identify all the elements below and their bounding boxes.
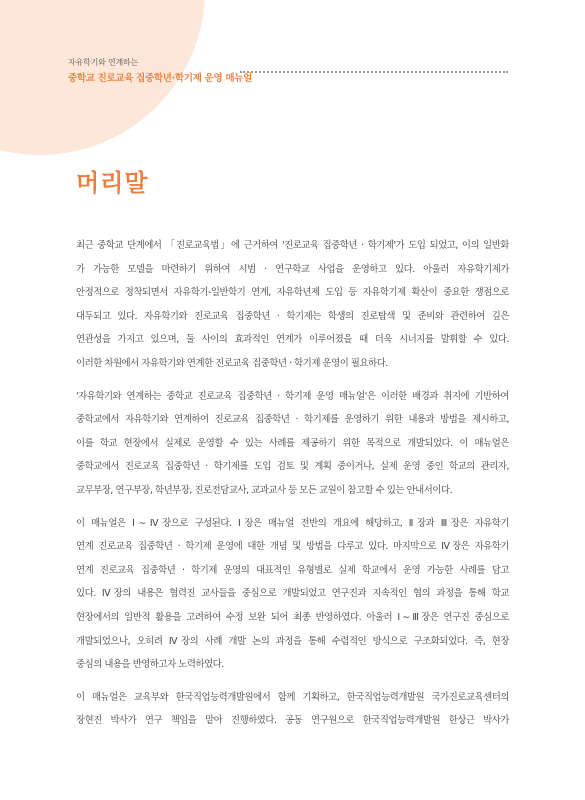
- text-line: 이를 학교 현장에서 실제로 운영할 수 있는 사례를 제공하기 위한 목적으로 개발되었다. 이 매뉴얼은: [76, 437, 509, 449]
- header-dotted-rule: [240, 71, 508, 73]
- header-title: 중학교 진로교육 집중학년·학기제 운영 매뉴얼: [68, 73, 253, 84]
- text-line: 이러한 차원에서 자유학기와 연계한 진로교육 집중학년 · 학기제 운영이 필요하다.: [76, 357, 388, 369]
- text-line: 중학교에서 진로교육 집중학년 · 학기제를 도입 검토 및 계획 중이거나, 실제 운영 중인 학교의 관리자,: [76, 461, 509, 473]
- text-line: 현장에서의 일반적 활용을 고려하여 수정 보완 되어 최종 반영하였다. 아울러 Ⅰ∼Ⅲ장은 연구진 중심으로: [76, 611, 509, 623]
- text-line: 있다. Ⅳ장의 내용은 협력진 교사들을 중심으로 개발되었고 연구진과 지속적인 협의 과정을 통해 학교: [76, 588, 509, 600]
- header-subtitle: 자유학기와 연계하는: [68, 58, 139, 67]
- page-title: 머리말: [76, 169, 149, 197]
- text-line: 장현진 박사가 연구 책임을 맡아 진행하였다. 공동 연구원으로 한국직업능력개발원 한상근 박사가: [76, 715, 509, 727]
- text-line: 이 매뉴얼은 교육부와 한국직업능력개발원에서 함께 기획하고, 한국직업능력개발원 국가진로교육센터의: [76, 691, 509, 703]
- paragraph-2: [76, 385, 509, 503]
- text-line: 연계 진로교육 집중학년 · 학기제 운영에 대한 개념 및 방법을 다루고 있다. 마지막으로 Ⅳ장은 자유학기: [76, 541, 509, 553]
- text-line: 이 매뉴얼은 Ⅰ∼Ⅳ장으로 구성된다. Ⅰ장은 매뉴얼 전반의 개요에 해당하고, Ⅱ장과 Ⅲ장은 자유학기: [76, 517, 509, 529]
- running-header: [68, 57, 252, 84]
- paragraph-4: [76, 686, 509, 733]
- text-line: 교무부장, 연구부장, 학년부장, 진로전담교사, 교과교사 등 모든 교원이 참고할 수 있는 안내서이다.: [76, 484, 453, 496]
- text-line: 중심의 내용을 반영하고자 노력하였다.: [76, 659, 224, 671]
- text-line: 대두되고 있다. 자유학기와 진로교육 집중학년 · 학기제는 학생의 진로탐색 및 준비와 관련하여 깊은: [76, 310, 509, 322]
- text-line: '자유학기와 연계하는 중학교 진로교육 집중학년 · 학기제 운영 매뉴얼'은 이러한 배경과 취지에 기반하여: [76, 390, 509, 402]
- paragraph-3: [76, 512, 509, 677]
- text-line: 최근 중학교 단계에서 「진로교육법」에 근거하여 '진로교육 집중학년 · 학기제'가 도입 되었고, 이의 일반화: [76, 240, 509, 251]
- paragraph-1: [76, 234, 509, 376]
- text-line: 개발되었으나, 오히려 Ⅳ장의 사례 개발 논의 과정을 통해 수렴적인 방식으로 구조화되었다. 즉, 현장: [76, 635, 509, 647]
- text-line: 안정적으로 정착되면서 자유학기-일반학기 연계, 자유학년제 도입 등 자유학기제 확산이 중요한 쟁점으로: [76, 287, 509, 299]
- text-line: 연계 진로교육 집중학년 · 학기제 운영의 대표적인 유형별로 실제 학교에서 운영 가능한 사례를 담고: [76, 564, 509, 576]
- text-line: 중학교에서 자유학기와 연계하여 진로교육 집중학년 · 학기제를 운영하기 위한 내용과 방법을 제시하고,: [76, 414, 509, 426]
- text-line: 연관성을 가지고 있으며, 둘 사이의 효과적인 연계가 이루어졌을 때 더욱 시너지를 발휘할 수 있다.: [76, 334, 509, 346]
- body-text: [76, 234, 509, 733]
- text-line: 가 가능한 모델을 마련하기 위하여 시범 · 연구학교 사업을 운영하고 있다. 아울러 자유학기제가: [76, 263, 509, 275]
